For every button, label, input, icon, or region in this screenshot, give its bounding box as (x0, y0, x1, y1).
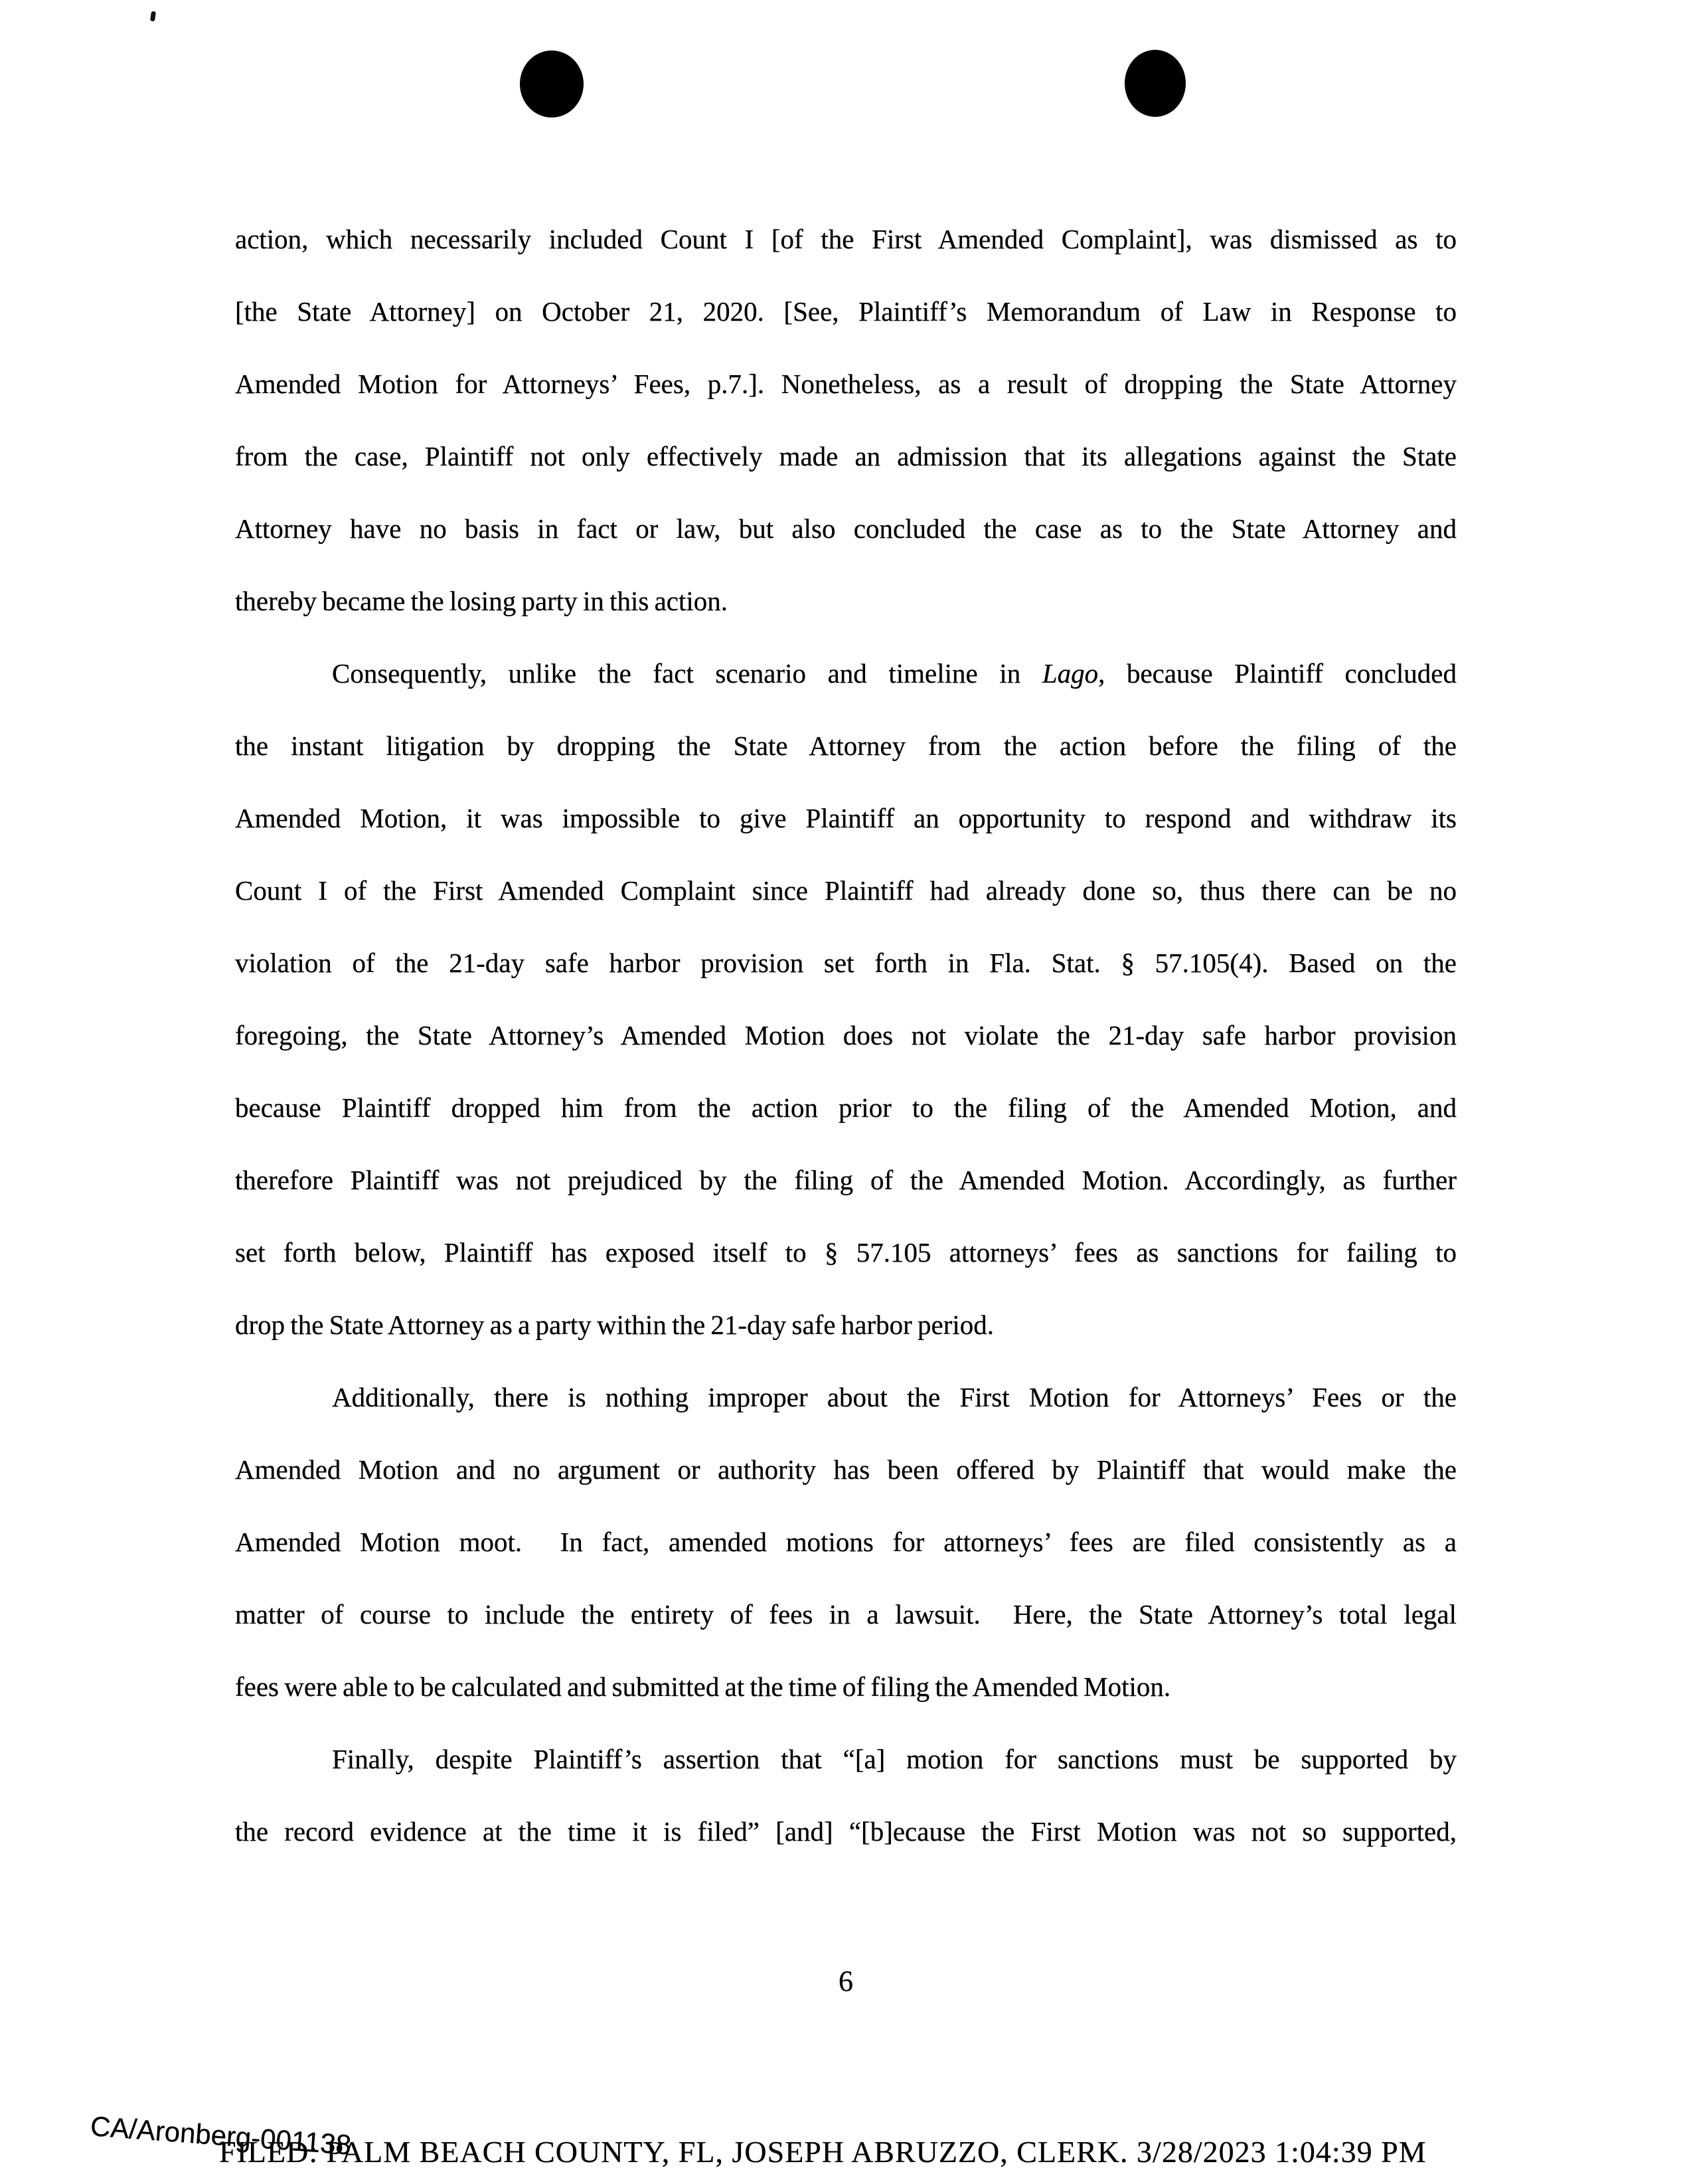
body-line: from the case, Plaintiff not only effectively made an admission that its allegations against the State (235, 441, 1457, 471)
body-line (235, 637, 1457, 710)
body-line: drop the State Attorney as a party within the 21-day safe harbor period. (235, 1309, 995, 1340)
body-line: thereby became the losing party in this action. (235, 586, 728, 616)
body-line: action, which necessarily included Count I [of the First Amended Complaint], was dismissed as to (235, 224, 1457, 254)
body-line: therefore Plaintiff was not prejudiced by the filing of the Amended Motion. Accordingly, as further (235, 1165, 1457, 1195)
body-text: , because Plaintiff concluded (1098, 658, 1457, 689)
body-line: Amended Motion and no argument or authority has been offered by Plaintiff that would make the (235, 1454, 1457, 1485)
body-line: Amended Motion for Attorneys’ Fees, p.7.]. Nonetheless, as a result of dropping the State Attorney (235, 369, 1457, 399)
body-line: [the State Attorney] on October 21, 2020. [See, Plaintiff’s Memorandum of Law in Response to (235, 296, 1457, 327)
body-line: Finally, despite Plaintiff’s assertion that “[a] motion for sanctions must be supported by (332, 1744, 1457, 1774)
body-line: the instant litigation by dropping the State Attorney from the action before the filing of the (235, 730, 1457, 761)
case-name-italic: Lago (1042, 658, 1099, 689)
body-line: Additionally, there is nothing improper about the First Motion for Attorneys’ Fees or the (332, 1382, 1457, 1412)
body-line: Amended Motion moot. In fact, amended motions for attorneys’ fees are filed consistently as a (235, 1527, 1457, 1557)
body-line: foregoing, the State Attorney’s Amended Motion does not violate the 21-day safe harbor provision (235, 1020, 1457, 1050)
page-number: 6 (839, 1965, 853, 1997)
clerk-filed-stamp: FILED: PALM BEACH COUNTY, FL, JOSEPH ABRUZZO, CLERK. 3/28/2023 1:04:39 PM (219, 2135, 1427, 2169)
body-line: Count I of the First Amended Complaint since Plaintiff had already done so, thus there can be no (235, 875, 1457, 906)
body-line: violation of the 21-day safe harbor provision set forth in Fla. Stat. § 57.105(4). Based on the (235, 948, 1457, 978)
body-line: the record evidence at the time it is filed” [and] “[b]ecause the First Motion was not so supported, (235, 1816, 1457, 1847)
ink-speck (150, 11, 156, 22)
body-text: Consequently, unlike the fact scenario and timeline in (332, 658, 1042, 689)
bates-number-stamp: CA/Aronberg-001138 (89, 2110, 353, 2161)
hole-punch-mark-left (520, 50, 584, 118)
document-body (235, 203, 1457, 1868)
body-line: set forth below, Plaintiff has exposed itself to § 57.105 attorneys’ fees as sanctions for failing to (235, 1237, 1457, 1268)
hole-punch-mark-right (1125, 50, 1186, 117)
body-line: because Plaintiff dropped him from the action prior to the filing of the Amended Motion, and (235, 1092, 1457, 1123)
body-line: Amended Motion, it was impossible to give Plaintiff an opportunity to respond and withdraw its (235, 803, 1457, 833)
body-line: matter of course to include the entirety of fees in a lawsuit. Here, the State Attorney’s total legal (235, 1599, 1457, 1630)
body-line: fees were able to be calculated and submitted at the time of filing the Amended Motion. (235, 1671, 1171, 1702)
body-line: Attorney have no basis in fact or law, but also concluded the case as to the State Attorney and (235, 513, 1457, 544)
